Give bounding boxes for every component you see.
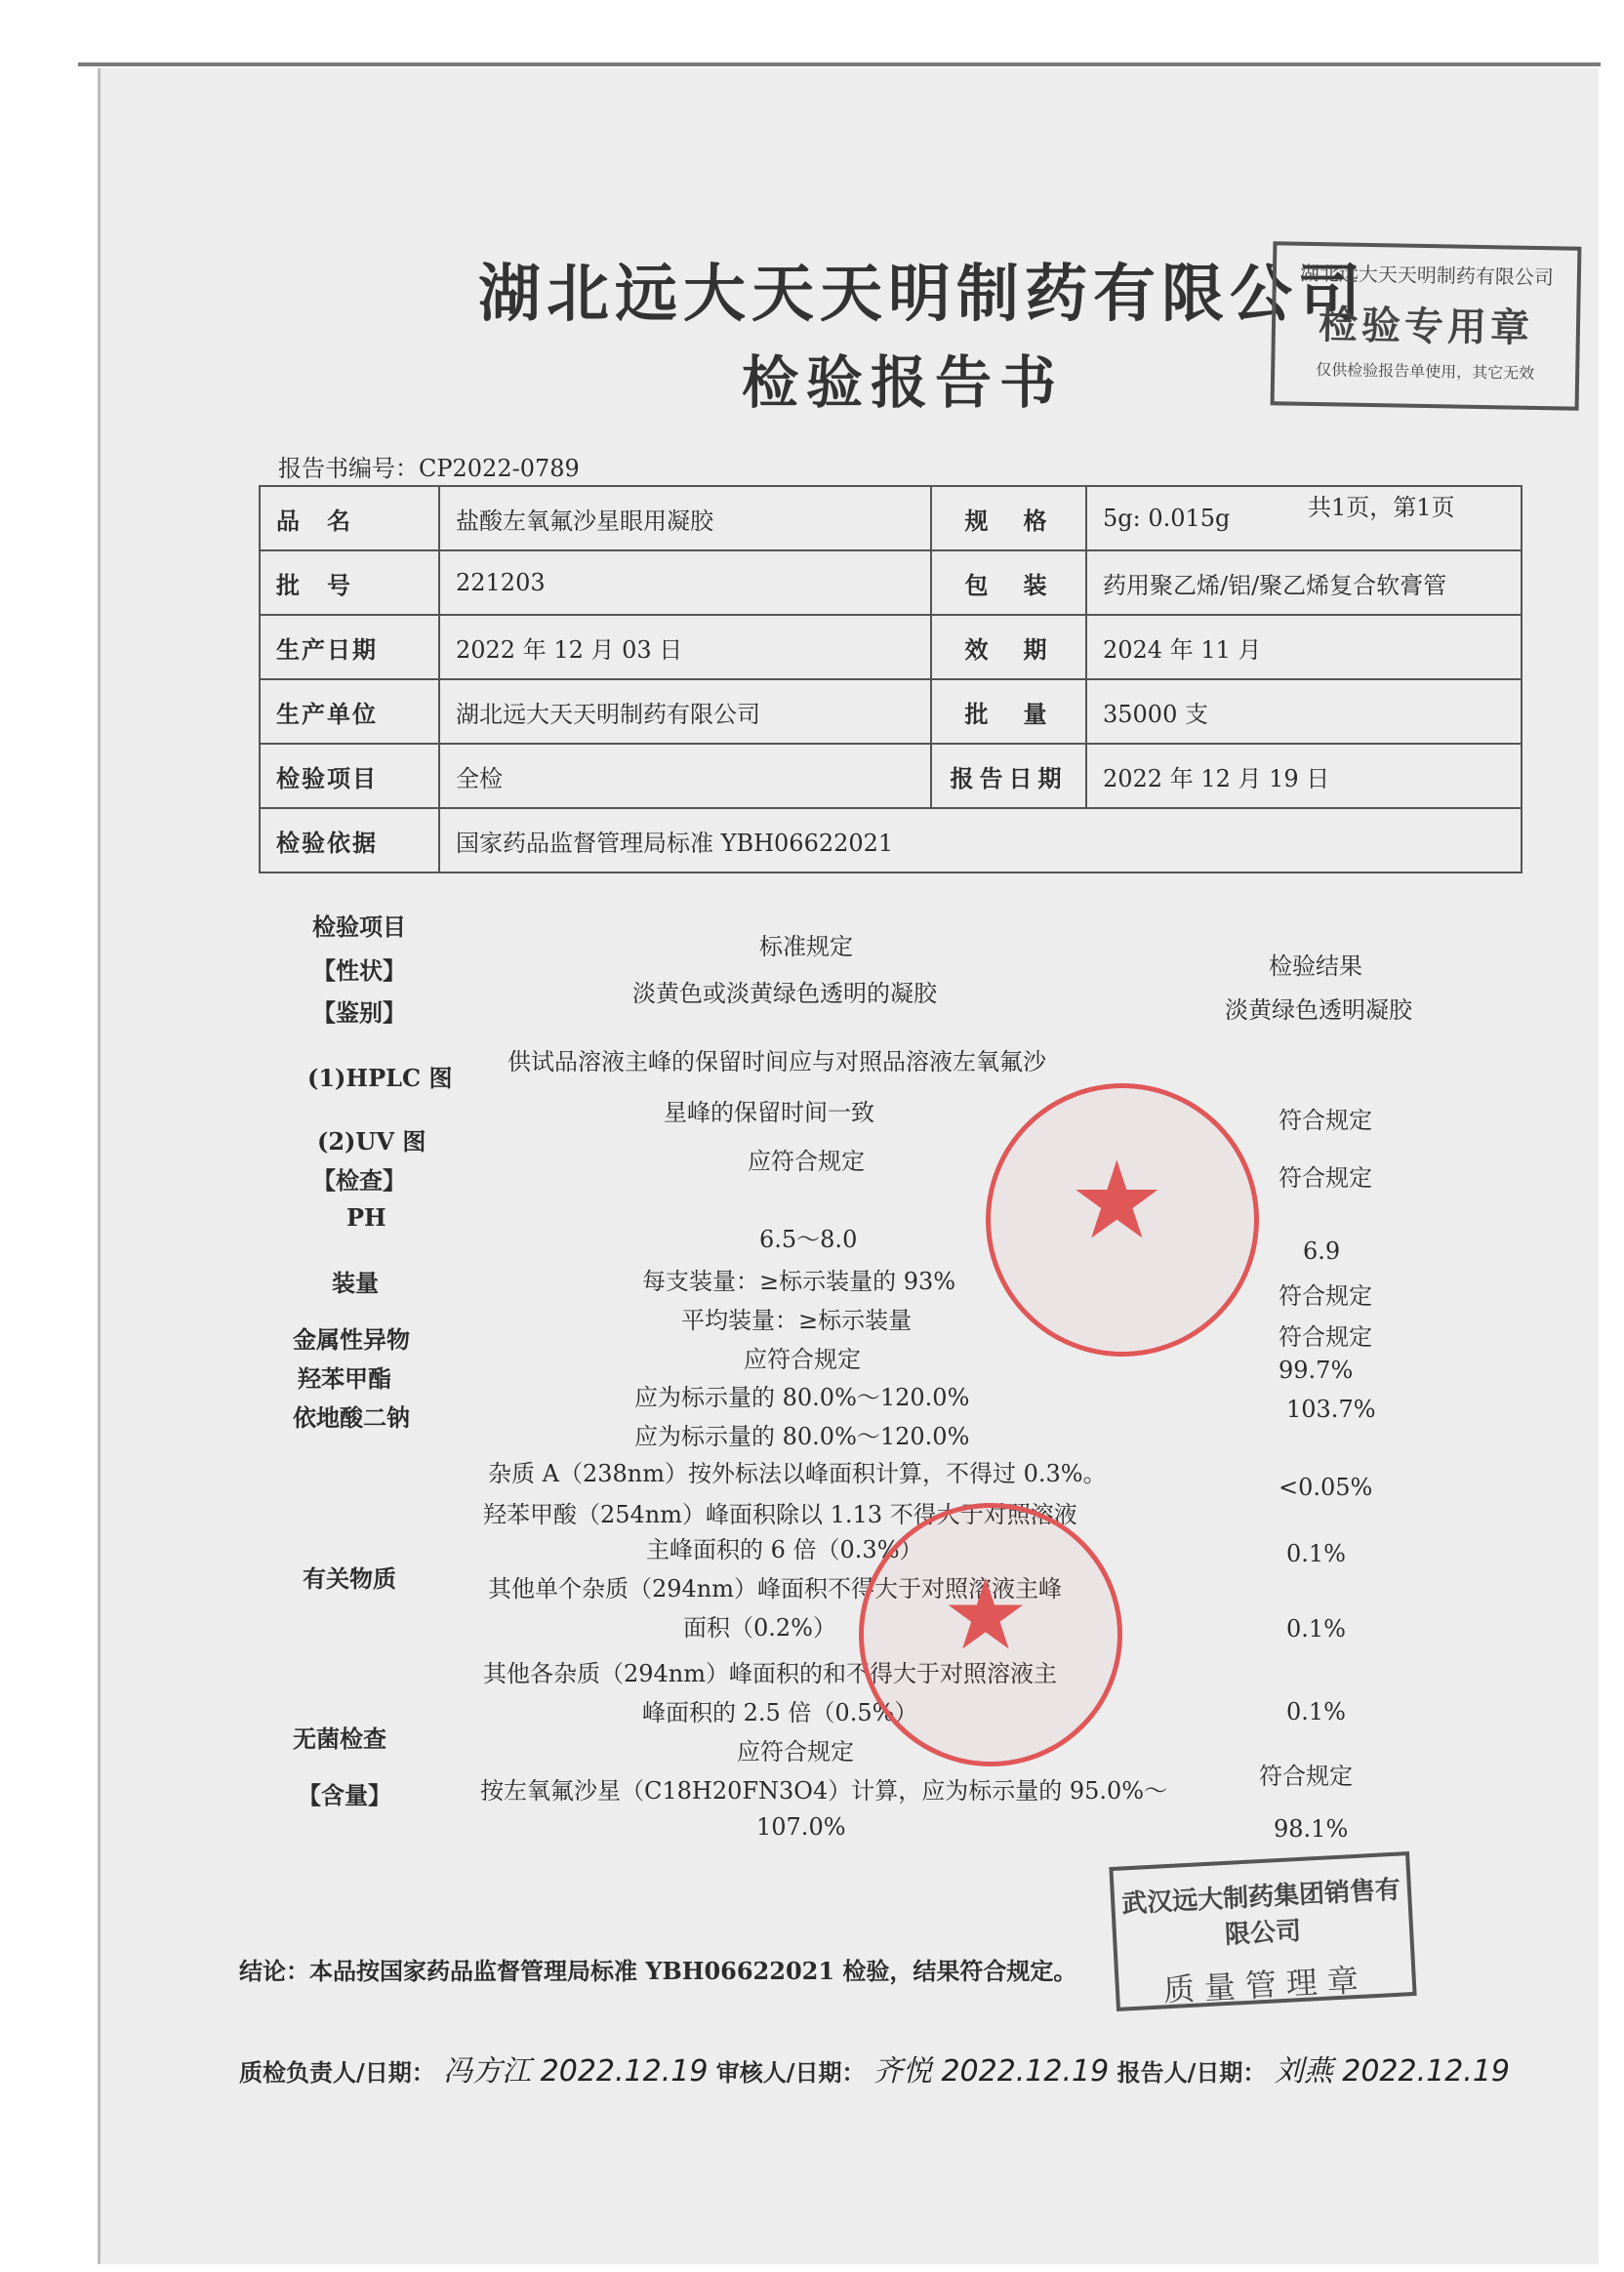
res-ph: 6.9 <box>1303 1237 1341 1265</box>
std-xingzhuang: 淡黄色或淡黄绿色透明的凝胶 <box>632 980 937 1007</box>
std-metal: 应符合规定 <box>744 1346 861 1373</box>
qc-label: 质检负责人/日期： <box>239 2058 435 2087</box>
report-number-label: 报告书编号： <box>278 455 419 482</box>
stamp-note: 仅供检验报告单使用，其它无效 <box>1316 360 1535 383</box>
res-impurity-c: 0.1% <box>1286 1615 1346 1643</box>
std-impurity-d-2: 峰面积的 2.5 倍（0.5%） <box>642 1699 918 1726</box>
company-red-seal <box>986 1083 1259 1357</box>
header-standard: 标准规定 <box>759 933 853 960</box>
stamp-company: 湖北远大天天明制药有限公司 <box>1299 261 1555 290</box>
std-hplc-1: 供试品溶液主峰的保留时间应与对照品溶液左氧氟沙 <box>508 1048 1046 1075</box>
reporter-label: 报告人/日期： <box>1116 2058 1267 2087</box>
item-hplc: (1)HPLC 图 <box>307 1064 453 1092</box>
page-info: 共1页，第1页 <box>1308 494 1455 521</box>
res-hanliang: 98.1% <box>1274 1815 1349 1843</box>
stamp-title: 质量管理章 <box>1162 1961 1369 2009</box>
table-row <box>260 486 1522 550</box>
expiry-value: 2024 年 11 月 <box>1086 615 1522 679</box>
report-number <box>278 449 580 483</box>
std-impurity-b-1: 羟苯甲酸（254nm）峰面积除以 1.13 不得大于对照溶液 <box>483 1501 1077 1528</box>
table-row <box>260 744 1522 808</box>
report-date-value: 2022 年 12 月 19 日 <box>1086 744 1522 808</box>
item-sterile: 无菌检查 <box>293 1724 386 1753</box>
hospital-red-seal <box>859 1503 1122 1766</box>
quality-management-stamp <box>1109 1851 1416 2011</box>
product-value: 盐酸左氧氟沙星眼用凝胶 <box>439 486 931 550</box>
test-item-label: 检验项目 <box>260 744 439 808</box>
reviewer-label: 审核人/日期： <box>715 2058 866 2087</box>
reviewer-signature: 齐悦 2022.12.19 <box>873 2054 1110 2089</box>
item-jianbie: 【鉴别】 <box>312 998 406 1027</box>
res-impurity-a: <0.05% <box>1279 1474 1373 1501</box>
spec-label: 规 格 <box>931 486 1086 550</box>
manufacturer-label: 生产单位 <box>260 679 439 744</box>
conclusion: 结论：本品按国家药品监督管理局标准 YBH06622021 检验，结果符合规定。 <box>239 1957 1077 1985</box>
table-row <box>260 550 1522 615</box>
std-impurity-b-2: 主峰面积的 6 倍（0.3%） <box>646 1536 923 1563</box>
mfg-date-label: 生产日期 <box>260 615 439 679</box>
quantity-label: 批 量 <box>931 679 1086 744</box>
spec-value: 5g: 0.015g <box>1086 486 1522 550</box>
product-label: 品 名 <box>260 486 439 550</box>
item-edta: 依地酸二钠 <box>293 1403 410 1432</box>
res-edta: 103.7% <box>1286 1396 1376 1423</box>
table-row <box>260 615 1522 679</box>
star-icon: ★ <box>1069 1138 1165 1263</box>
paper-top-edge <box>78 62 1601 66</box>
expiry-label: 效 期 <box>931 615 1086 679</box>
std-uv: 应符合规定 <box>748 1148 865 1175</box>
basis-value: 国家药品监督管理局标准 YBH06622021 <box>439 808 1522 872</box>
res-hplc: 符合规定 <box>1279 1107 1372 1134</box>
inspection-seal-stamp <box>1271 241 1582 410</box>
item-metal: 金属性异物 <box>293 1325 410 1354</box>
res-zhuangliang: 符合规定 <box>1279 1282 1372 1310</box>
std-ph: 6.5～8.0 <box>759 1226 858 1253</box>
std-bhz: 应为标示量的 80.0%～120.0% <box>634 1384 970 1411</box>
report-number-value: CP2022-0789 <box>419 455 580 482</box>
res-bhz: 99.7% <box>1279 1357 1354 1384</box>
std-zhuangliang-2: 平均装量：≥标示装量 <box>681 1307 913 1334</box>
stamp-title: 检验专用章 <box>1318 302 1534 351</box>
res-uv: 符合规定 <box>1279 1164 1372 1192</box>
res-sterile: 符合规定 <box>1259 1763 1353 1790</box>
std-zhuangliang-1: 每支装量：≥标示装量的 93% <box>642 1268 956 1295</box>
item-related-substances: 有关物质 <box>303 1564 396 1593</box>
stamp-company: 武汉远大制药集团销售有限公司 <box>1120 1875 1401 1951</box>
std-impurity-c-1: 其他单个杂质（294nm）峰面积不得大于对照溶液主峰 <box>488 1575 1063 1603</box>
item-hanliang: 【含量】 <box>298 1781 391 1809</box>
star-icon: ★ <box>942 1558 1030 1672</box>
res-impurity-d: 0.1% <box>1286 1698 1346 1725</box>
res-impurity-b: 0.1% <box>1286 1540 1346 1567</box>
item-bhz: 羟苯甲酯 <box>298 1364 391 1393</box>
reporter-signature: 刘燕 2022.12.19 <box>1274 2054 1511 2089</box>
basis-label: 检验依据 <box>260 808 439 872</box>
report-date-label: 报告日期 <box>931 744 1086 808</box>
table-row <box>260 679 1522 744</box>
std-sterile: 应符合规定 <box>737 1738 854 1765</box>
std-edta: 应为标示量的 80.0%～120.0% <box>634 1423 970 1450</box>
header-item: 检验项目 <box>312 913 406 941</box>
signature-line <box>239 2047 1510 2089</box>
std-hplc-2: 星峰的保留时间一致 <box>664 1099 874 1126</box>
mfg-date-value: 2022 年 12 月 03 日 <box>439 615 931 679</box>
batch-value: 221203 <box>439 550 931 615</box>
std-impurity-a: 杂质 A（238nm）按外标法以峰面积计算，不得过 0.3%。 <box>488 1460 1107 1487</box>
std-hanliang-2: 107.0% <box>756 1813 846 1841</box>
std-hanliang-1: 按左氧氟沙星（C18H20FN3O4）计算，应为标示量的 95.0%～ <box>480 1777 1168 1805</box>
batch-label: 批 号 <box>260 550 439 615</box>
test-item-value: 全检 <box>439 744 931 808</box>
package-label: 包 装 <box>931 550 1086 615</box>
std-impurity-c-2: 面积（0.2%） <box>683 1614 836 1642</box>
res-metal: 符合规定 <box>1279 1323 1372 1351</box>
std-impurity-d-1: 其他各杂质（294nm）峰面积的和不得大于对照溶液主 <box>483 1660 1058 1687</box>
document-title: 检验报告书 <box>742 349 1065 416</box>
table-row <box>260 808 1522 872</box>
item-uv: (2)UV 图 <box>317 1127 426 1156</box>
res-xingzhuang: 淡黄绿色透明凝胶 <box>1225 996 1412 1024</box>
item-ph: PH <box>346 1203 386 1232</box>
manufacturer-value: 湖北远大天天明制药有限公司 <box>439 679 931 744</box>
qc-signature: 冯方江 2022.12.19 <box>443 2054 709 2089</box>
item-jiancha: 【检查】 <box>312 1166 406 1195</box>
quantity-value: 35000 支 <box>1086 679 1522 744</box>
package-value: 药用聚乙烯/铝/聚乙烯复合软膏管 <box>1086 550 1522 615</box>
item-zhuangliang: 装量 <box>332 1269 379 1297</box>
info-table <box>259 485 1522 873</box>
item-xingzhuang: 【性状】 <box>312 956 406 985</box>
header-result: 检验结果 <box>1269 953 1362 980</box>
company-title: 湖北远大天天明制药有限公司 <box>478 258 1366 331</box>
